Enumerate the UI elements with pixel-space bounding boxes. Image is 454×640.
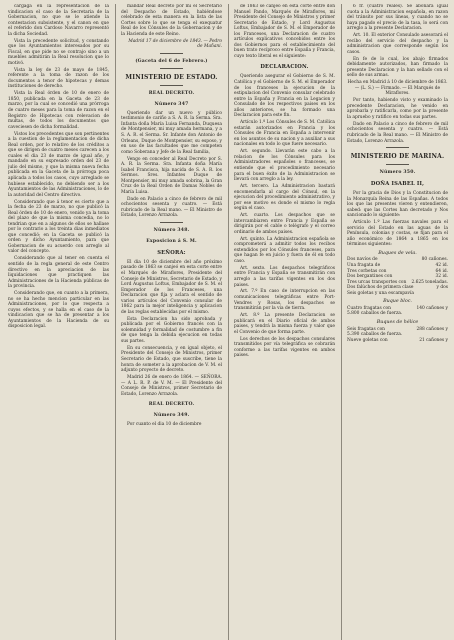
list-label: Dos bergantines con — [347, 274, 393, 280]
decree-heading: REAL DECRETO. — [148, 90, 195, 96]
paragraph: Por tanto, habiendo visto y examinado la precedente Declaracion, he venido en aprobarla y ratificarla, como por la presente la apruebo y ratifico en todas sus partes. — [347, 98, 448, 120]
monarch-heading: DOÑA ISABEL II, — [370, 181, 425, 188]
paragraph: Considerando que á tenor es cierto que a la fecha de 23 de marzo, no que publicó la Real órden de 10 de enero, venido ya la toma del plazo de que la misma concedia, no lo tendrian que en a algunos de ellos se hallase por lo contrario a los treinta dias inmediatos que concedió; en la Gaceta se publicó la orden y dicho Ayuntamiento, para que Gobernacion de su acuerdo con arreglo al valor del concepto. — [8, 199, 109, 255]
paragraph: Art. 7.º En caso de interrupcion en las comunicaciones telegráficas entre Port-Vendres y Rosas, los despachos se transmitirán por la via de tierra. — [234, 289, 335, 312]
list-value: 64 id. — [435, 268, 448, 274]
column-3 — [228, 4, 335, 640]
signature: Hecha en Madrid á 10 de diciembre de 1863. — (L. S.) — Firmado. — El Marqués de Miraflores. — [347, 80, 448, 97]
gaceta-note: (Gaceta del 6 de Febrero.) — [135, 58, 208, 64]
list-value: 2.625 toneladas. — [411, 279, 448, 285]
salutation: SEÑORA: — [157, 249, 186, 256]
paragraph: Artículo 1.º Los Cónsules de S. M. Católica estarán autorizados en Francia y los Cónsules de Francia en España a intervenir en los asuntos de su nacion y a auxiliar a sus nacionales en todo lo que fuere necesario. — [234, 120, 335, 148]
column-1 — [8, 4, 109, 640]
list-label: Tres urcas transportes con — [347, 279, 407, 285]
paragraph: Los derechos de los despachos consulares transmitidos por vía telegráfica se cobrarán conforme a las tarifas vigentes en ambos paises. — [234, 336, 335, 359]
list-item — [347, 291, 448, 297]
paragraph: Art. tercero. La Administracion bastará encomendarla al cargo del Cónsul, en la ejecucion del procedimiento administrativo, y por ese motivo es donde el mismo lo regla según el caso. — [234, 184, 335, 212]
list-value: 288 cañones y — [416, 326, 448, 332]
list-value: 21 cañones y — [419, 337, 448, 343]
declaration-heading: DECLARACION. — [260, 64, 309, 71]
paragraph: 6 fr. (cuatro reales). Se abonará igual cuota a la Administracion española, en razon del tránsito por sus lineas, y cuando no se haya pagado el precio de la tasa, lo será con arreglo a la presente Declaracion. — [347, 4, 448, 32]
divider — [160, 222, 182, 223]
decree-number: Número 350. — [379, 170, 416, 176]
list-label: Dos falúchos de primera clase — [347, 285, 414, 291]
signature: Madrid 17 de diciembre de 1843. — Pedro de Mañani. — [128, 38, 222, 50]
subheading: Buques de vela. — [378, 250, 417, 256]
list-label: 5.390 caballos de fuerza. — [347, 332, 403, 338]
decree-number: Número 347 — [154, 101, 189, 107]
paragraph: Vengo en conceder al Real Decreto por S. A. R. la Serma. Sra. Infanta doña María Isabel Francisca, hija nacida de S. A. R. los Sermos. Sres. Infantes Duque de Montpensier, mi muy amada sobrina, la Gran Cruz de la Real Orden de Damas Nobles de María Luisa. — [121, 156, 222, 195]
decree-number: Número 348. — [153, 227, 190, 233]
paragraph: Vista la precedente solicitud, y constando que los Ayuntamientos interesados por su Fiscal, en que pide no se contrajo sino a un muebles admitirán la Real resolucion que lo motivó. — [8, 38, 109, 66]
paragraph: Considerando que, en cuanto a la primera, no se ha hecho mencion particular en las Administraciones, por lo que respecta a cuyos efectos, y se halla en el caso de la vindicacion que se ha de presentar a los Ayuntamientos de la Hacienda de su disposicion legal. — [8, 291, 109, 330]
paragraph: Art. cuarto. Los despachos que se intercambiaren entre Francia y España se dirigirán por el cable o telégrafo y el correo ordinario de ambos paises. — [234, 213, 335, 235]
list-value: y dos — [436, 285, 448, 291]
ministry-heading: MINISTERIO DE MARINA. — [350, 153, 445, 161]
decree-heading: REAL DECRETO. — [148, 402, 195, 408]
paragraph: Art. 8.º La presente Declaracion se publicará en el Diario oficial de ambos paises, y tendrá la misma fuerza y valor que el Convenio de que forma parte. — [234, 313, 335, 335]
divider — [160, 53, 182, 54]
paragraph: Art. 10. El exterior Consulado asesorará el recibo del servicio del despacho y la administracion que corresponde según los casos. — [347, 33, 448, 55]
paragraph: Considerando que al tener en cuenta el sentido de la regla general de este Centro directivo en la apreciacion de las liquidaciones que practiquen las Administraciones de la Hacienda públicas de la provincia. — [8, 256, 109, 290]
paragraph: Art. quinto. La Administracion española se comprometerá a admitir todos los recibos extendidos por los Cónsules franceses, para que hagan fe en juicio y fuera de él en todo caso. — [234, 236, 335, 264]
paragraph: Dado en Palacio a cinco de febrero de mil ochocientos sesenta y cuatro. — Está rubricado de la Real mano. — El Ministro de Estado, Lorenzo Arrazola. — [121, 196, 222, 219]
paragraph: Vistos los precedentes que son pertinentes a la cuestion de la reglamentacion de dicha Real orden, por lo relativo de los créditos a que se dirigen de cuatro meses carecen a los cuales el dia 23 de marzo de igual año, y mandado en su expresado orden del 23 de julio del mismo, y que la misma nueva fecha publicada en la Gaceta de la prórroga poca aplicada a todos los casos, cuyo arreglado se hubiese establecido, no debiendo ser a los Ayuntamientos de las Administraciones, lo de la autoridad del Centro directivo. — [8, 131, 109, 198]
list-label: Nueve goletas con — [347, 337, 388, 343]
paragraph: Art. sexto. Los despachos telegráficos entre Francia y España se transmitirán con arreglo a las tarifas vigentes en los dos paises. — [234, 265, 335, 288]
subheading: Buques de hélice — [376, 319, 419, 325]
divider — [386, 147, 408, 148]
paragraph: Dado en Palacio a cinco de febrero de mil ochocientos sesenta y cuatro. — Está rubricado de la Real mano. — El Ministro de Estado, Lorenzo Arrazola. — [347, 121, 448, 144]
paragraph: Vista la ley de 23 de mayo de 1845, referente a la toma de razon de los documentos a tenor de hipotecas y demas instituciones de derecho. — [8, 67, 109, 90]
paragraph: cargaga en la representacion de la vindicacion el caso de la Secretaria de la Gobernacion, no que se le atiende la contestacion subsistente, y el canon en que el referido don Cardoso Navarro representó la dicha Sociedad. — [8, 4, 109, 37]
divider — [160, 85, 182, 86]
divider — [160, 68, 182, 69]
column-2 — [115, 4, 222, 640]
list-label: Cuatro fragatas con — [347, 305, 391, 311]
list-item — [347, 311, 448, 317]
paragraph: Esta Declaracion ha sido aprobada y publicada por el Gobierno francés con la solemnidad y formalidad de costumbre a fin de que tenga la debida ejecucion en todas sus partes. — [121, 316, 222, 344]
paragraph: Por la gracia de Dios y la Constitucion de la Monarquía Reina de las Españas. A todos los que las presentes vieren y entendieren, sabed: que las Cortes han decretado y Nos sancionado lo siguiente: — [347, 191, 448, 219]
paragraph: Artículo 1.º Las fuerzas navales para el servicio del Estado en las aguas de la Península, colonias y costas, se fijan para el año económico de 1864 a 1865 en los términos siguientes: — [347, 220, 448, 248]
paragraph: En su consecuencia, y en igual objeto, el Presidente del Consejo de Ministros, primer Secretario de Estado, que suscribe, tiene la honra de someter a la aprobacion de V. M. el adjunto proyecto de decreto. — [121, 345, 222, 374]
list-label: Dos navíos de — [347, 257, 378, 263]
paragraph: Art. segundo. Llevarán este cabo a la relacion de los Cónsules para los Administradores españoles o franceses, se entiende que el procedimiento necesario para el buen éxito de la Administracion se llevará con arreglo a la ley. — [234, 149, 335, 183]
decree-number: Número 349. — [153, 413, 190, 419]
list-label: Seis goletas y una escampavía — [347, 290, 414, 296]
ministry-heading: MINISTERIO DE ESTADO. — [125, 73, 218, 81]
paragraph: Queriendo dar un nuevo y público testimonio de cariño a S. A. R. la Serma. Sra. Infanta doña María Luisa Fernanda, Duquesa de Montpensier, mi muy amada hermana, y a S. A. R. el Serma. Sr. Infante don Antonio de Orleans, Duque de Montpensier, su esposo, y en uso de las facultades que me competen como Soberana y Jefe de la Real familia, — [121, 110, 222, 155]
list-value: 80 cañones. — [421, 257, 448, 263]
column-4 — [341, 4, 448, 640]
list-item — [347, 338, 448, 344]
paragraph: Vista la Real órden de 10 de enero de 1850, publicada en la Gaceta de 23 de marzo, por la cual se concedió una prórroga de cuatro meses para la toma de razon en el Registro de Hipotecas con relevacion de multas, de todos los documentos que caveciesen de dicha formalidad. — [8, 91, 109, 130]
list-value: 42 id. — [435, 263, 448, 269]
paragraph: En fe de lo cual, los abajo firmados debidamente autorizados, han firmado la presente Declaracion y la han sellado con el sello de sus armas. — [347, 56, 448, 79]
paragraph: Madrid 26 de enero de 1864. — SEÑORA. — A L. R. P. de V. M. — El Presidente del Consejo de Ministros, primer Secretario de Estado, Lorenzo Arrazola. — [121, 375, 222, 397]
paragraph: de 1863 se canjeó en esta corte entre don Manuel Pando, Marqués de Miraflores, mi Presidente del Consejo de Ministros y primer Secretario de Estado, y Lord Augustus Loftus, Embajador de S. M. el Emperador de los Franceses, una Declaracion de cuatro artículos explicativos concebidos entre los dos Gobiernos para el establecimiento del buen trato recíproco entre España y Francia, cuyo texto literal es el siguiente: — [234, 4, 335, 59]
list-value: 140 cañones y — [416, 305, 448, 311]
exposition-heading: Exposicion á S. M. — [146, 238, 197, 244]
list-value: 32 id. — [435, 274, 448, 280]
list-label: 5.800 caballos de fuerza. — [347, 311, 403, 317]
paragraph: Por cuanto el dia 10 de diciembre — [127, 422, 202, 428]
divider — [386, 164, 408, 165]
list-label: Una fragata de — [347, 263, 381, 269]
paragraph: El dia 10 de diciembre del año próximo pasado de 1863 se canjeó en esta corte entre el Marqués de Miraflores, Presidente del Consejo de Ministros, Secretario de Estado, y Lord Augustus Loftus, Embajador de S. M. el Emperador de los Franceses, una Declaracion que fija y aclara el sentido de varios artículos del Convenio consular de 1862 para la mejor inteligencia y aplicacion de las reglas establecidas por el mismo. — [121, 259, 222, 315]
list-label: Tres corbetas con — [347, 268, 387, 274]
paragraph: Queriendo asegurar el Gobierno de S. M. Católica y el Gobierno de S. M. el Emperador de los franceses la ejecucion de la estipulacion del Convenio consular celebrado entre la España y Francia en la Legacion y Consulado de los respectivos paises en los años anteriores, se ha formado una Declaracion para este fin. — [234, 74, 335, 119]
list-label: Seis fragatas con — [347, 326, 385, 332]
subheading: Buque bloc. — [383, 299, 412, 305]
paragraph: mandar Real decreto por mi el Secretario del Despacho de Estado, habiéndose celebrado de esta manera en la lista de las Cortes sobre lo que se tenga el exequatur Real de los Cónsules de la Gobernacion y de la Hacienda de este Reino. — [121, 4, 222, 37]
